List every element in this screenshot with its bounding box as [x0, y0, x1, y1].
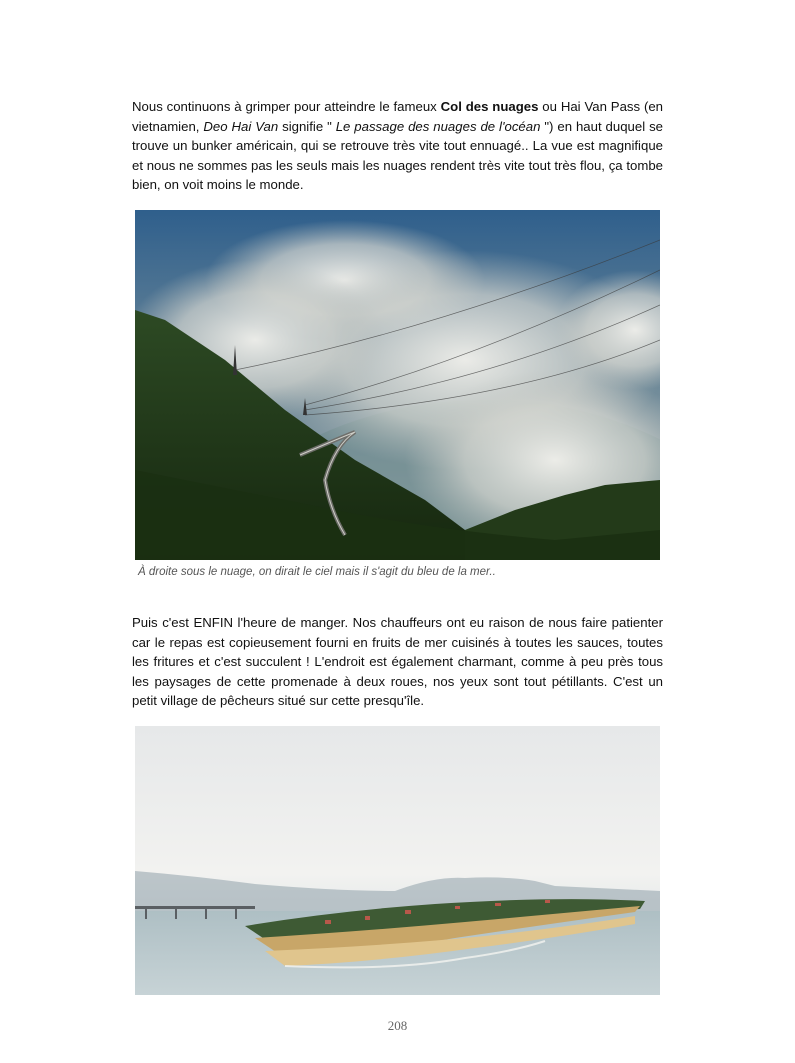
paragraph-lunch: Puis c'est ENFIN l'heure de manger. Nos chauffeurs ont eu raison de nous faire patienter car le repas est copieusement fourni en fruits de mer cuisinés à toutes les sauces, toutes les fritures et c'est succulent ! L'endroit est également charmant, comme à peu près tous les paysages de cette promenade à deux roues, nos yeux sont tout pétillants. C'est un petit village de pêcheurs situé sur cette presqu'île. [132, 615, 663, 709]
italic-term: Deo Hai Van [203, 118, 279, 134]
photo-caption: À droite sous le nuage, on dirait le ciel mais il s'agit du bleu de la mer.. [138, 566, 496, 578]
text-run: ou Hai Van Pass (en vietnamien, [132, 99, 664, 134]
italic-quote: Le passage des nuages de l'océan [335, 118, 541, 134]
text-run: signifie " [278, 118, 336, 134]
bold-term: Col des nuages [440, 99, 539, 114]
mountain-pass-photo [135, 210, 660, 560]
fishing-village-photo [135, 726, 660, 995]
text-run: ") en haut duquel se trouve un bunker américain, qui se retrouve très vite tout ennuagé.. La vue est magnifique et nous ne sommes pas les seuls mais les nuages rendent très vite tout très flou, ça tombe bien, on voit moins le monde. [132, 118, 663, 193]
text-run: Nous continuons à grimper pour atteindre le fameux [132, 99, 441, 114]
paragraph-col-des-nuages [132, 97, 663, 195]
page-number: 208 [387, 1018, 408, 1033]
